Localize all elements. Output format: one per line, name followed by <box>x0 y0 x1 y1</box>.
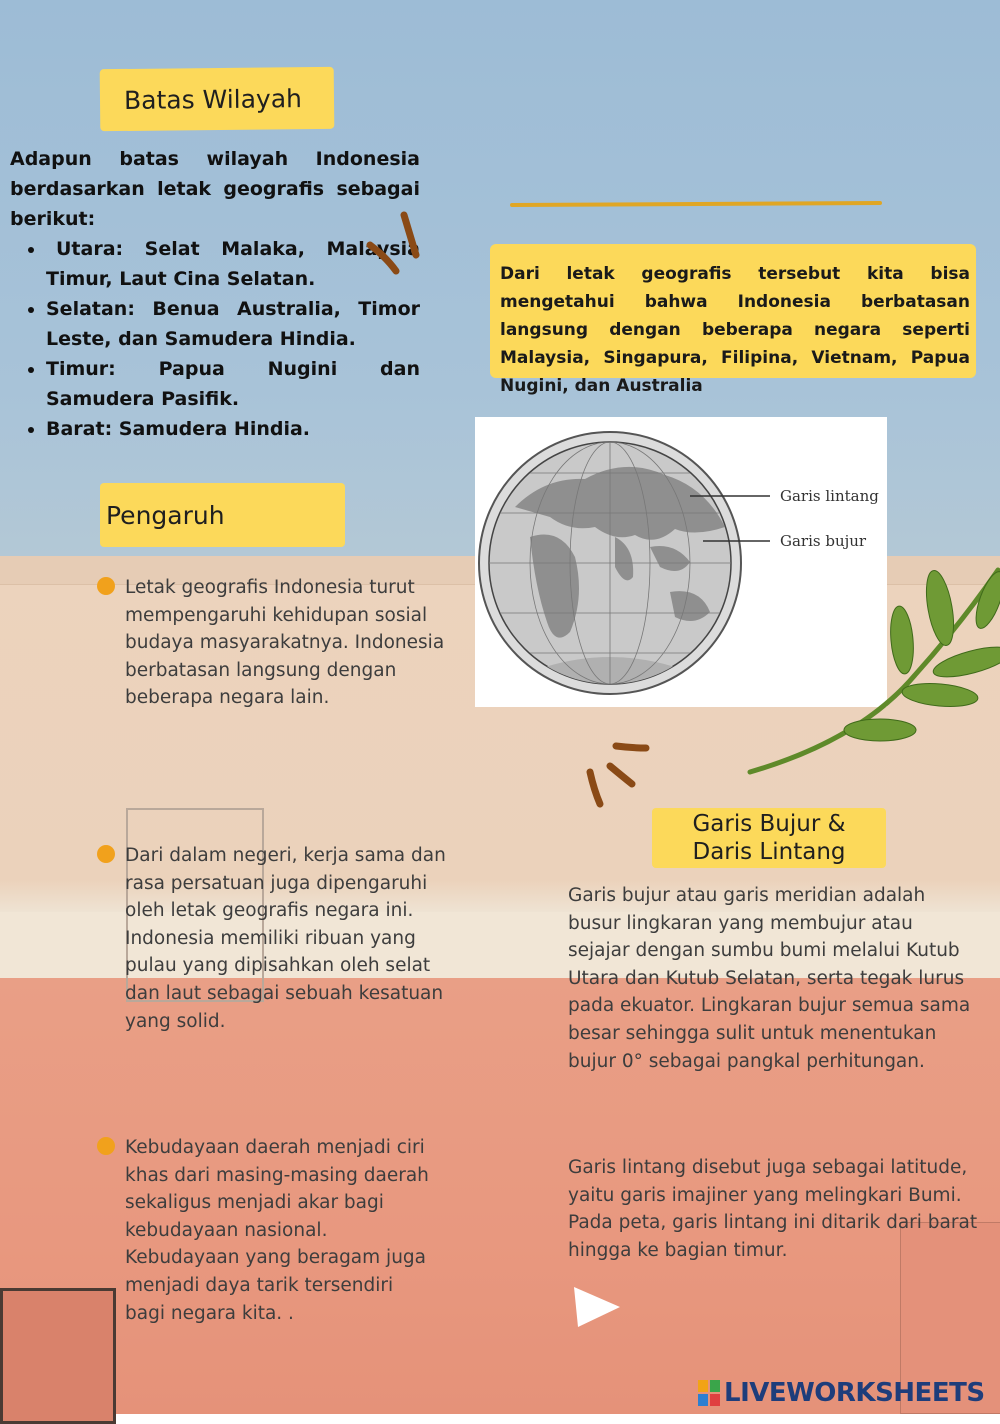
live-badge-icon <box>698 1380 720 1406</box>
batas-wilayah-text <box>10 144 420 444</box>
batas-intro: Adapun batas wilayah Indonesia berdasarkan letak geografis sebagai berikut: <box>10 148 420 230</box>
liveworksheets-logo-text: LIVEWORKSHEETS <box>724 1378 985 1408</box>
bullet-dot <box>97 845 115 863</box>
door-decoration <box>0 1288 116 1424</box>
pengaruh-paragraph-2: Dari dalam negeri, kerja sama dan rasa persatuan juga dipengaruhi oleh letak geografis negara ini. Indonesia memiliki ribuan yang pulau yang dipisahkan oleh selat dan laut sebagai sebuah kesatuan yang solid. <box>125 845 446 1032</box>
brush-strokes-icon <box>360 205 430 285</box>
liveworksheets-logo <box>698 1378 985 1408</box>
pengaruh-paragraph-1: Letak geografis Indonesia turut mempengaruhi kehidupan sosial budaya masyarakatnya. Indonesia berbatasan langsung dengan beberapa negara lain. <box>125 577 445 709</box>
batas-wilayah-heading-text: Batas Wilayah <box>123 83 303 115</box>
garis-heading-line-2: Daris Lintang <box>692 839 846 865</box>
border-countries-note: Dari letak geografis tersebut kita bisa mengetahui bahwa Indonesia berbatasan langsung dengan beberapa negara seperti Malaysia, Singapura, Filipina, Vietnam, Papua Nugini, dan Australia <box>490 244 976 378</box>
label-garis-lintang: Garis lintang <box>780 487 879 505</box>
garis-heading-line-1: Garis Bujur & <box>692 811 846 837</box>
garis-lintang-paragraph: Garis lintang disebut juga sebagai latitude, yaitu garis imajiner yang melingkari Bumi. Pada peta, garis lintang ini ditarik dari barat hingga ke bagian timur. <box>568 1157 978 1261</box>
leaf-branch-icon <box>740 550 1000 780</box>
batas-item-selatan: • Selatan: Benua Australia, Timor Leste, dan Samudera Hindia. <box>46 294 420 354</box>
pengaruh-heading-text: Pengaruh <box>106 500 225 530</box>
bullet-dot <box>97 1137 115 1155</box>
batas-item-utara: • Utara: Selat Malaka, Malaysia Timur, Laut Cina Selatan. <box>46 234 420 294</box>
batas-wilayah-heading <box>100 67 335 131</box>
batas-item-barat: • Barat: Samudera Hindia. <box>46 414 420 444</box>
garis-heading <box>652 808 886 868</box>
batas-item-timur: • Timur: Papua Nugini dan Samudera Pasifik. <box>46 354 420 414</box>
label-garis-bujur: Garis bujur <box>780 532 867 550</box>
pengaruh-heading <box>100 483 345 547</box>
garis-bujur-paragraph: Garis bujur atau garis meridian adalah busur lingkaran yang membujur atau sejajar dengan sumbu bumi melalui Kutub Utara dan Kutub Selatan, serta tegak lurus pada ekuator. Lingkaran bujur semua sama besar sehingga sulit untuk menentukan bujur 0° sebagai pangkal perhitungan. <box>568 885 971 1072</box>
pengaruh-paragraph-3: Kebudayaan daerah menjadi ciri khas dari masing-masing daerah sekaligus menjadi akar bagi kebudayaan nasional. Kebudayaan yang beragam juga menjadi daya tarik tersendiri bagi negara kita. . <box>125 1137 429 1324</box>
triangle-icon <box>572 1285 622 1329</box>
brush-strokes-2-icon <box>580 740 660 810</box>
bullet-dot <box>97 577 115 595</box>
batas-list <box>10 234 420 444</box>
